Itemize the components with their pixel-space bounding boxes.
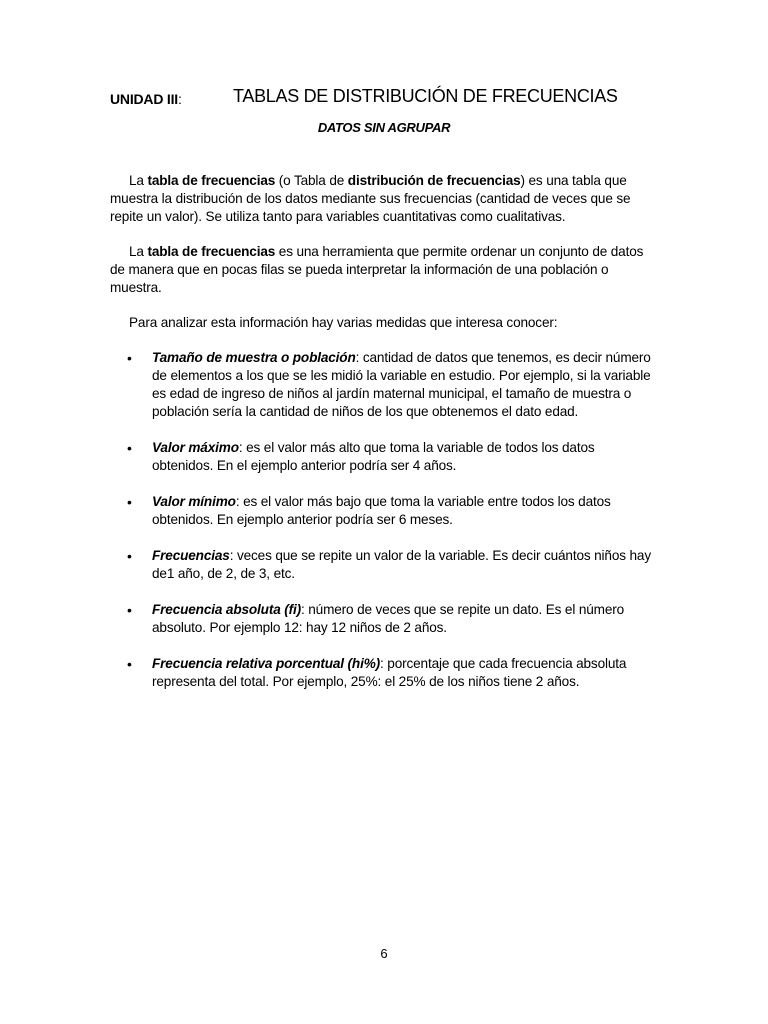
bold-term: tabla de frecuencias [147,244,276,259]
paragraph-definition [110,172,658,226]
bullet-icon: • [127,656,132,672]
measure-term: Valor mínimo [152,494,236,509]
text-run: La [129,244,148,259]
measure-term: Tamaño de muestra o población [152,350,356,365]
page-number: 6 [380,946,388,961]
measure-description: : porcentaje que cada frecuencia absoluta representa del total. Por ejemplo, 25%: el 25% de los niños tiene 2 años. [152,656,627,689]
measure-term: Frecuencias [152,548,230,563]
list-item [110,349,658,421]
bold-term: distribución de frecuencias [347,173,521,188]
measure-description: : es el valor más alto que toma la variable de todos los datos obtenidos. En el ejemplo anterior podría ser 4 años. [152,440,595,473]
unit-label [110,91,182,107]
text-run: Para analizar esta información hay varias medidas que interesa conocer: [129,315,558,330]
text-run: es una herramienta que permite ordenar un conjunto de datos de manera que en pocas filas se pueda interpretar la información de una población o muestra. [110,244,644,295]
document-subtitle: DATOS SIN AGRUPAR [317,120,451,135]
measure-description: : es el valor más bajo que toma la variable entre todos los datos obtenidos. En ejemplo anterior podría ser 6 meses. [152,494,611,527]
bullet-icon: • [127,494,132,510]
measure-term: Frecuencia absoluta (fi) [152,602,301,617]
list-item [110,493,658,529]
measure-term: Valor máximo [152,440,239,455]
bullet-icon: • [127,440,132,456]
list-item [110,547,658,583]
unit-text: UNIDAD III [110,91,179,107]
list-item [110,439,658,475]
list-item [110,655,658,691]
text-run: (o Tabla de [275,173,348,188]
paragraph-measures-intro [110,314,658,332]
measures-list [110,349,658,691]
measure-description: : cantidad de datos que tenemos, es decir número de elementos a los que se les midió la variable en estudio. Por ejemplo, si la variable es edad de ingreso de niños al jardín maternal municipal, el tamaño de muestra o población sería la cantidad de niños de los que obtenemos el dato edad. [152,350,651,419]
document-title: TABLAS DE DISTRIBUCIÓN DE FRECUENCIAS [233,86,618,106]
measure-description: : número de veces que se repite un dato. Es el número absoluto. Por ejemplo 12: hay 12 niños de 2 años. [152,602,625,635]
paragraph-tool [110,243,658,297]
list-item [110,601,658,637]
heading-row [110,86,670,112]
bullet-icon: • [127,548,132,564]
unit-colon: : [178,91,182,107]
bullet-icon: • [127,350,132,366]
measure-term: Frecuencia relativa porcentual (hi%) [152,656,381,671]
text-run: ) es una tabla que muestra la distribución de los datos mediante sus frecuencias (cantidad de veces que se repite un valor). Se utiliza tanto para variables cuantitativas como cualitativas. [110,173,631,224]
text-run: La [129,173,148,188]
bullet-icon: • [127,602,132,618]
document-body [110,172,658,709]
measure-description: : veces que se repite un valor de la variable. Es decir cuántos niños hay de1 año, de 2, de 3, etc. [152,548,651,581]
bold-term: tabla de frecuencias [147,173,276,188]
